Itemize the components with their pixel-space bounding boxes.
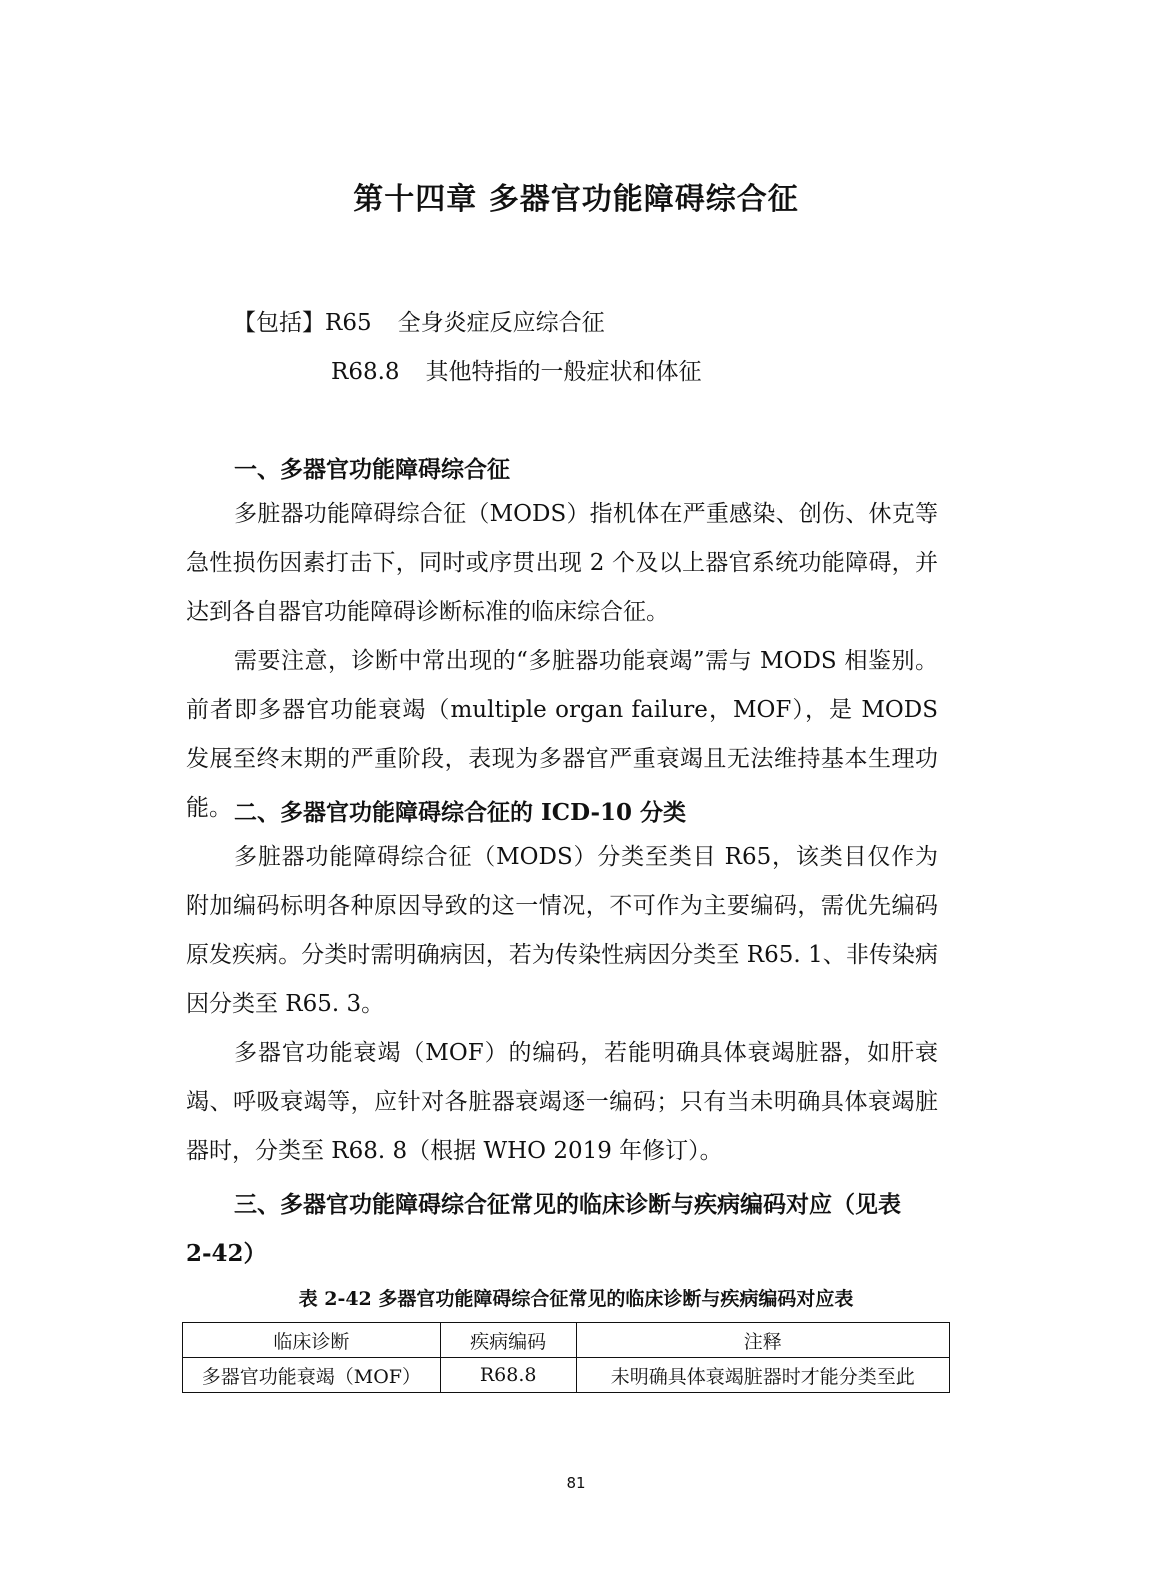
code-mapping-table: [182, 1322, 950, 1393]
table-cell: 多器官功能衰竭（MOF）: [183, 1358, 441, 1393]
paragraph: 多脏器功能障碍综合征（MODS）分类至类目 R65，该类目仅作为附加编码标明各种原因导致的这一情况，不可作为主要编码，需优先编码原发疾病。分类时需明确病因，若为传染性病因分类至 R65. 1、非传染病因分类至 R65. 3。: [186, 844, 938, 1017]
section-heading: 二、多器官功能障碍综合征的 ICD-10 分类: [234, 799, 687, 826]
includes-desc: 其他特指的一般症状和体征: [425, 359, 702, 385]
paragraph: 需要注意，诊断中常出现的“多脏器功能衰竭”需与 MODS 相鉴别。前者即多器官功能衰竭（multiple organ failure，MOF），是 MODS 发展至终末期的严重阶段，表现为多器官严重衰竭且无法维持基本生理功能。: [186, 648, 938, 821]
section-heading-continued: 2-42）: [186, 1240, 267, 1267]
table-header-cell: 疾病编码: [440, 1323, 576, 1358]
chapter-title: 第十四章 多器官功能障碍综合征: [353, 182, 799, 217]
table-header-cell: 注释: [576, 1323, 949, 1358]
includes-code: R68.8: [331, 359, 400, 385]
includes-prefix: 【包括】: [233, 310, 325, 336]
page-number: 81: [566, 1474, 586, 1492]
table-cell: R68.8: [440, 1358, 576, 1393]
includes-desc: 全身炎症反应综合征: [397, 310, 605, 336]
paragraph: 多脏器功能障碍综合征（MODS）指机体在严重感染、创伤、休克等急性损伤因素打击下，同时或序贯出现 2 个及以上器官系统功能障碍，并达到各自器官功能障碍诊断标准的临床综合征。: [186, 501, 938, 625]
table-header-cell: 临床诊断: [183, 1323, 441, 1358]
paragraph: 多器官功能衰竭（MOF）的编码，若能明确具体衰竭脏器，如肝衰竭、呼吸衰竭等，应针对各脏器衰竭逐一编码；只有当未明确具体衰竭脏器时，分类至 R68. 8（根据 WHO 2019 年修订）。: [186, 1040, 938, 1164]
table-cell: 未明确具体衰竭脏器时才能分类至此: [576, 1358, 949, 1393]
section-heading: 一、多器官功能障碍综合征: [234, 456, 510, 483]
section-heading: 三、多器官功能障碍综合征常见的临床诊断与疾病编码对应（见表: [234, 1191, 901, 1218]
includes-code: R65: [325, 310, 372, 336]
table-caption: 表 2-42 多器官功能障碍综合征常见的临床诊断与疾病编码对应表: [298, 1288, 854, 1310]
table-header-row: [183, 1323, 950, 1358]
includes-line-2: [331, 353, 702, 386]
table-row: [183, 1358, 950, 1393]
includes-line-1: [233, 304, 605, 337]
